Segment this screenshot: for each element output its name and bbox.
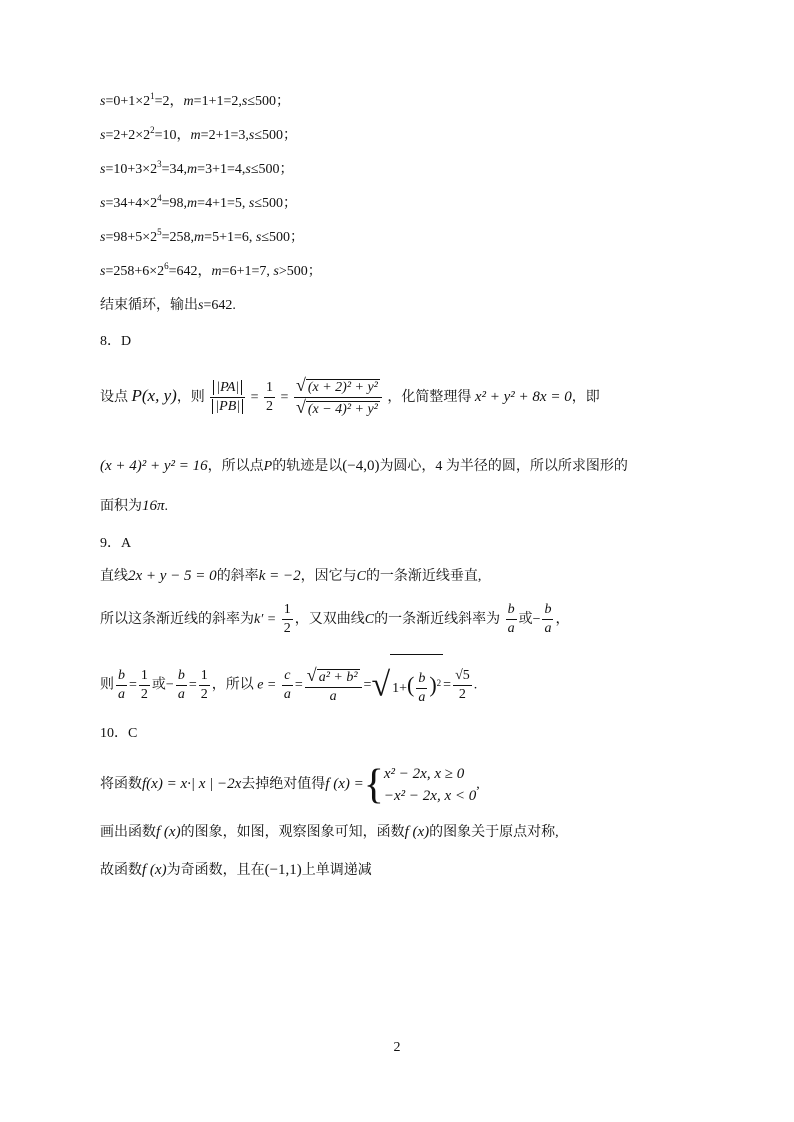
- big-radical: 1+( $\frac{b}{a}$ )$^2$: [390, 654, 443, 717]
- var-s: s: [198, 298, 204, 313]
- text: .: [473, 677, 478, 693]
- condition: ≤500；: [247, 94, 290, 109]
- expr: =98+5×2: [105, 230, 158, 245]
- line-eq: 2x + y − 5 = 0: [128, 568, 217, 584]
- num-radicand: (x + 2)² + y²: [307, 380, 378, 396]
- text: 上单调递减: [301, 863, 372, 878]
- q8-line-2: [100, 456, 628, 477]
- denominator: a: [118, 687, 125, 702]
- denominator: 2: [266, 399, 274, 415]
- text: 或: [518, 612, 533, 627]
- var-s: s: [100, 94, 106, 109]
- text: 的轨迹是以: [272, 459, 343, 474]
- var-m: m: [187, 196, 198, 211]
- page-number: 2: [393, 1040, 401, 1055]
- numerator: 1: [282, 601, 293, 620]
- var-m: m: [187, 162, 198, 177]
- point-p: P(x, y): [131, 386, 177, 405]
- denominator: 2: [140, 687, 148, 702]
- e-equals: e =: [257, 677, 277, 693]
- denominator: a: [177, 687, 185, 702]
- minus: −: [532, 612, 541, 627]
- text: 将函数: [100, 777, 142, 792]
- denominator: 2: [458, 687, 466, 702]
- text: 故函数: [100, 863, 142, 878]
- q10-label: 10．C: [100, 726, 138, 741]
- q9-line-2: [100, 598, 569, 642]
- text: ，则: [176, 390, 205, 405]
- ratio-fraction: [210, 379, 245, 416]
- step-line-1: [100, 92, 290, 112]
- expr: =34+4×2: [105, 196, 158, 211]
- text: 去掉绝对值得: [241, 777, 326, 792]
- slope: k = −2: [258, 568, 301, 584]
- sqrt-fraction: $\frac{\text{√ a² + b²}}{a}$: [305, 666, 362, 706]
- expr: =10+3×2: [105, 162, 158, 177]
- exponent: 3: [157, 159, 162, 169]
- text: 的图象关于原点对称,: [429, 825, 559, 840]
- expr: =3+1=4,: [197, 162, 246, 177]
- output-value: =642.: [203, 298, 236, 313]
- b-over-a: [116, 667, 127, 704]
- text: 或: [151, 677, 166, 693]
- var-m: m: [183, 94, 194, 109]
- expr: =2+2×2: [105, 128, 151, 143]
- expr: =0+1×2: [105, 94, 151, 109]
- q10-line-3: [100, 860, 372, 881]
- var-s: s: [100, 162, 106, 177]
- b-over-a: [416, 670, 427, 707]
- text: 设点: [100, 390, 128, 405]
- expr: =2，: [154, 94, 184, 109]
- var-s: s: [241, 94, 248, 109]
- text: 的图象，如图，观察图象可知，函数: [180, 825, 405, 840]
- b-over-a: [176, 667, 187, 704]
- expr: =258,: [161, 230, 195, 245]
- step-line-4: [100, 194, 297, 214]
- left-brace: {: [363, 761, 384, 808]
- step-line-3: [100, 160, 294, 180]
- text: 则: [100, 677, 114, 693]
- numerator: b: [116, 667, 127, 686]
- circle-center: (−4,0): [342, 458, 380, 474]
- numerator: b: [176, 667, 187, 686]
- q9-label: 9．A: [100, 536, 132, 551]
- numerator: √5: [453, 667, 472, 686]
- pa-abs: |PA|: [213, 380, 242, 395]
- var-m: m: [211, 264, 222, 279]
- text: 的一条渐近线垂直,: [365, 569, 482, 584]
- expr: =34,: [161, 162, 188, 177]
- expr: =10，: [154, 128, 191, 143]
- var-s: s: [100, 128, 106, 143]
- text: 1+: [392, 681, 408, 696]
- denominator: 2: [283, 621, 291, 637]
- condition: ≤500；: [254, 196, 297, 211]
- q8-line-1: [100, 366, 600, 428]
- radicand: a² + b²: [318, 669, 358, 685]
- expr: =6+1=7,: [221, 264, 270, 279]
- condition: ≤500；: [254, 128, 297, 143]
- b-over-a: [506, 601, 517, 638]
- numerator: 1: [139, 667, 150, 686]
- numerator: b: [416, 670, 427, 689]
- exponent: 1: [150, 91, 155, 101]
- var-s: s: [269, 264, 279, 279]
- numerator: 1: [199, 667, 210, 686]
- q9-line-1: [100, 566, 481, 587]
- text: ，: [555, 612, 570, 627]
- condition: ≤500；: [261, 230, 304, 245]
- half-fraction: [282, 601, 293, 638]
- f-of-x: f (x): [156, 824, 181, 840]
- text: ，所以: [211, 677, 254, 693]
- text: 的一条渐近线斜率为: [374, 612, 501, 627]
- interval: (−1,1): [264, 862, 302, 878]
- case-1: x² − 2x, x ≥ 0: [383, 765, 465, 782]
- text: 的斜率: [216, 569, 259, 584]
- f-of-x: f (x) =: [325, 776, 364, 792]
- var-s: s: [245, 162, 251, 177]
- expr: =4+1=5,: [197, 196, 246, 211]
- text: 所以这条渐近线的斜率为: [100, 612, 254, 627]
- exponent: 2: [150, 125, 155, 135]
- condition: >500；: [278, 264, 322, 279]
- piecewise-cases: [384, 763, 476, 807]
- curve-c: C: [364, 612, 375, 627]
- condition: ≤500；: [250, 162, 294, 177]
- c-over-a: [282, 667, 293, 704]
- q8-line-3: [100, 496, 168, 517]
- text: ，化简整理得: [387, 390, 472, 405]
- point-p: P: [263, 459, 273, 474]
- denominator: a: [283, 687, 291, 702]
- q9-line-3: 则 $\frac{b}{a}$ = $\frac{1}{2}$ 或− $\frac{b}{a}$ = $\frac{1}{2}$ ，所以 e = $\frac{c}{a}$ = $\frac{\text{√ a² + b²}}{a}$ =√ 1+( $\frac{b}{a}$ )$^2$ = $\frac{√5}{2}$ .: [100, 654, 477, 717]
- numerator: b: [506, 601, 517, 620]
- expr: =642，: [168, 264, 212, 279]
- case-2: −x² − 2x, x < 0: [383, 787, 477, 804]
- expr: =98,: [161, 196, 188, 211]
- denominator: 2: [200, 687, 208, 702]
- text: ，即: [571, 390, 600, 405]
- simplified-eq: x² + y² + 8x = 0: [474, 389, 572, 405]
- numerator: c: [282, 667, 293, 686]
- text: ，所以点: [207, 459, 264, 474]
- text: 画出函数: [100, 825, 156, 840]
- half-fraction: [199, 667, 210, 704]
- expr: =258+6×2: [105, 264, 165, 279]
- var-m: m: [190, 128, 201, 143]
- var-s: s: [252, 230, 262, 245]
- text: ，因它与: [300, 569, 357, 584]
- circle-eq: (x + 4)² + y² = 16: [100, 458, 208, 474]
- area-value: 16π: [142, 498, 165, 514]
- step-line-6: [100, 262, 322, 282]
- var-s: s: [100, 264, 106, 279]
- k-prime: k′ =: [254, 612, 277, 627]
- f-of-x: f (x): [142, 862, 167, 878]
- var-s: s: [245, 196, 255, 211]
- var-s: s: [248, 128, 255, 143]
- expr: =2+1=3,: [200, 128, 249, 143]
- q8-label: 8．D: [100, 334, 132, 349]
- var-s: s: [100, 230, 106, 245]
- text: 为奇函数，且在: [166, 863, 265, 878]
- var-m: m: [194, 230, 205, 245]
- sqrt5-fraction: [453, 667, 472, 704]
- expr: =5+1=6,: [204, 230, 253, 245]
- text: 直线: [100, 569, 128, 584]
- denominator: a: [418, 690, 426, 706]
- exponent: 5: [157, 227, 162, 237]
- curve-c: C: [356, 569, 366, 584]
- var-s: s: [100, 196, 106, 211]
- numerator: 1: [264, 379, 275, 398]
- text: ,: [476, 777, 480, 792]
- half-fraction: [139, 667, 150, 704]
- end-loop-text: 结束循环，输出: [100, 298, 198, 313]
- distance-fraction: $\frac{\text{√ (x + 2)² + y²}}{\text{√ (x − 4)² + y²}}$: [294, 376, 382, 419]
- equals: =: [250, 390, 259, 405]
- equals: =: [280, 390, 289, 405]
- exponent: 6: [164, 261, 169, 271]
- text: .: [164, 499, 169, 514]
- minus: −: [165, 677, 174, 693]
- text: 为圆心，4 为半径的圆，所以所求图形的: [379, 459, 628, 474]
- q10-line-2: [100, 822, 559, 843]
- exponent: 4: [157, 193, 162, 203]
- den-radicand: (x − 4)² + y²: [307, 402, 378, 418]
- step-line-2: [100, 126, 297, 146]
- denominator: a: [544, 621, 552, 637]
- end-loop-line: [100, 296, 236, 316]
- denominator: a: [329, 688, 337, 704]
- denominator: a: [507, 621, 515, 637]
- pb-abs: |PB|: [212, 399, 243, 414]
- b-over-a: [542, 601, 553, 638]
- expr: =1+1=2,: [193, 94, 242, 109]
- half-fraction: [264, 379, 275, 416]
- f-of-x: f (x): [404, 824, 430, 840]
- text: ，又双曲线: [294, 612, 365, 627]
- text: 面积为: [100, 499, 142, 514]
- step-line-5: [100, 228, 304, 248]
- q10-line-1: [100, 758, 480, 811]
- numerator: b: [542, 601, 553, 620]
- function-def: f(x) = x·| x | −2x: [142, 776, 242, 792]
